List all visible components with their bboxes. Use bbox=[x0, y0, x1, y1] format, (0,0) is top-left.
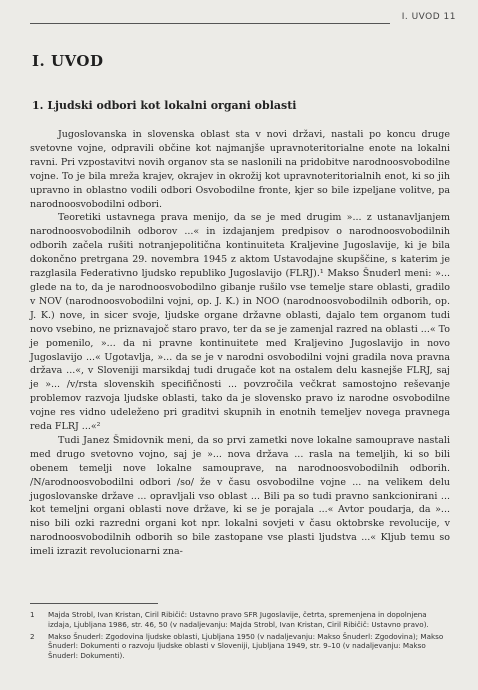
footnote-text: Makso Šnuderl: Zgodovina ljudske oblasti, Ljubljana 1950 (v nadaljevanju: Makso Šnuderl: Zgodovina); Makso Šnuderl: Dokumenti o razvoju ljudske oblasti v Sloveniji, Ljubljana 1949, str. 9–10 (v nadaljevanju: Makso Šnuderl: Dokumenti). bbox=[48, 631, 444, 661]
paragraph: Jugoslovanska in slovenska oblast sta v novi državi, nastali po koncu druge svetovne vojne, odpravili občine kot najmanjše upravnoteritorialne enote na lokalni ravni. Pri vzpostavitvi novih organov sta se naslonili na pridobitve narodnoosvobodilne vojne. To je bila mreža krajev, okrajev in okrožij kot upravnoteritorialnih enot, ki so jih upravno in oblastno vodili odbori Osvobodilne fronte, kjer so bile izpeljane volitve, pa narodnoosvobodilni odbori. bbox=[30, 129, 450, 210]
footnote-number: 2 bbox=[30, 631, 35, 641]
running-head: I. UVOD 11 bbox=[401, 12, 456, 22]
body-text bbox=[30, 128, 450, 559]
footnote-number: 1 bbox=[30, 610, 35, 619]
chapter-title: I. UVOD bbox=[32, 52, 104, 70]
header-rule bbox=[30, 23, 390, 24]
footnote-rule bbox=[30, 603, 158, 604]
paragraph: Tudi Janez Šmidovnik meni, da so prvi zametki nove lokalne samouprave nastali med drugo svetovno vojno, saj je »... nova država ... rasla na temeljih, ki so bili obenem temelji nove lokalne samouprave, na narodnoosvobodilnih odborih. /N/arodnoosvobodilni odbori /so/ že v času osvobodilne vojne ... na velikem delu jugoslovanske države ... opravljali vso oblast ... Bili pa so tudi pravno sankcionirani ... kot temeljni organi oblasti nove države, ki se je porajala ...« Avtor poudarja, da »... niso bili ozki razredni organi kot npr. lokalni sovjeti v času oktobrske revolucije, v narodnoosvobodilnih odborih so bile zastopane vse plasti ljudstva ...« Kljub temu so imeli izrazit revolucionarni zna- bbox=[30, 434, 450, 558]
footnote bbox=[30, 632, 450, 661]
paragraph: Teoretiki ustavnega prava menijo, da se je med drugim »... z ustanavljanjem narodnoosvobodilnih odborov ...« in izdajanjem predpisov o narodnoosvobodilnih odborih začela rušiti notranjepolitična kontinuiteta Kraljevine Jugoslavije, ki je bila dokončno pretrgana 29. novembra 1945 z aktom Ustavodajne skupščine, s katerim je razglasila Federativno ljudsko republiko Jugoslavijo (FLRJ).¹ Makso Šnuderl meni: »... glede na to, da je narodnoosvobodilno gibanje rušilo vse temelje stare oblasti, gradilo v NOV (narodnoosvobodilni vojni, op. J. K.) in NOO (narodnoosvobodilnih odborih, op. J. K.) nove, in sicer svoje, ljudske organe državne oblasti, dajalo tem organom tudi novo vsebino, ne priznavajoč staro pravo, ter da se je zamenjal razred na oblasti ...« To je pomenilo, »... da ni pravne kontinuitete med Kraljevino Jugoslavijo in novo Jugoslavijo ...« Ugotavlja, »... da se je v narodni osvobodilni vojni gradila nova pravna država ...«, v Sloveniji marsikdaj tudi drugače kot na ostalem delu kasnejše FLRJ, saj je »... /v/rsta slovenskih specifičnosti ... povzročila večkrat samostojno reševanje problemov razvoja ljudske oblasti, tako da je slovensko pravo iz narodne osvobodilne vojne res vidno udeleženo pri graditvi skupnih in enotnih temeljev novega pravnega reda FLRJ ...«² bbox=[30, 212, 450, 433]
footnote bbox=[30, 610, 450, 630]
footnote-text: Majda Strobl, Ivan Kristan, Ciril Ribičič: Ustavno pravo SFR Jugoslavije, četrta, spremenjena in dopolnjena izdaja, Ljubljana 1986, str. 46, 50 (v nadaljevanju: Majda Strobl, Ivan Kristan, Ciril Ribičič: Ustavno pravo). bbox=[48, 610, 429, 629]
footnotes bbox=[30, 610, 450, 663]
section-title: 1. Ljudski odbori kot lokalni organi oblasti bbox=[32, 99, 297, 112]
